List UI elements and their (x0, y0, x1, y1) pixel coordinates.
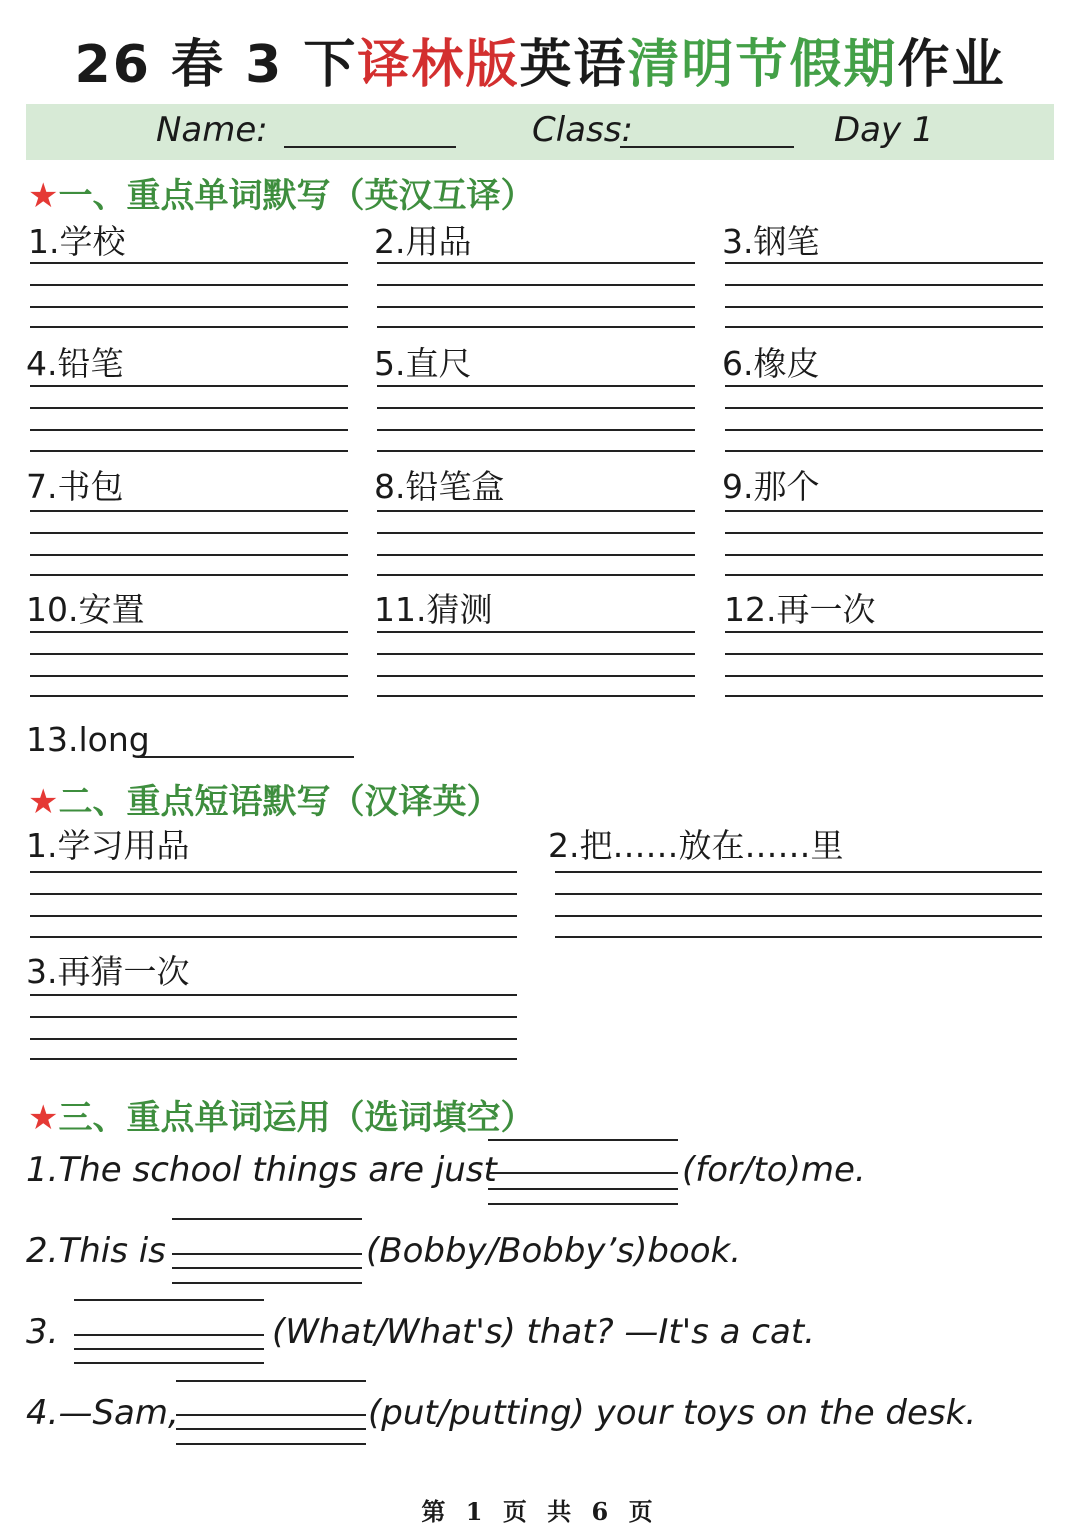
sentence-2-choices: (Bobby/Bobby’s)book. (366, 1231, 742, 1271)
answer-line[interactable] (30, 936, 517, 938)
answer-line[interactable] (377, 385, 695, 387)
answer-line[interactable] (30, 1058, 517, 1060)
section3-heading (28, 1090, 534, 1139)
title-part-edition: 译林版 (357, 35, 520, 95)
answer-line[interactable] (725, 407, 1043, 409)
answer-line[interactable] (725, 306, 1043, 308)
answer-line[interactable] (555, 893, 1042, 895)
answer-line[interactable] (377, 429, 695, 431)
answer-line[interactable] (377, 510, 695, 512)
sentence-4-blank-line2 (176, 1428, 366, 1430)
answer-line[interactable] (30, 1016, 517, 1018)
answer-line[interactable] (725, 675, 1043, 677)
answer-line[interactable] (377, 653, 695, 655)
sentence-3-number: 3. (26, 1312, 59, 1352)
answer-line[interactable] (377, 284, 695, 286)
word-item-13: 13.long (26, 720, 150, 759)
word-item-8: 8.铅笔盒 (374, 467, 505, 506)
star-icon: ★ (28, 782, 59, 822)
word-item-4: 4.铅笔 (26, 344, 124, 383)
sentence-3-blank[interactable] (74, 1334, 264, 1336)
word-item-11: 11.猜测 (374, 590, 493, 629)
answer-line[interactable] (377, 326, 695, 328)
answer-line[interactable] (555, 915, 1042, 917)
section2-heading (28, 774, 500, 823)
answer-line[interactable] (30, 554, 348, 556)
title-part-homework: 作业 (897, 35, 1006, 95)
sentence-2-blank-bottom (172, 1282, 362, 1284)
sentence-1-text: 1.The school things are just (26, 1150, 497, 1190)
answer-line[interactable] (725, 574, 1043, 576)
answer-line[interactable] (377, 532, 695, 534)
phrase-item-1: 1.学习用品 (26, 826, 190, 865)
section1-heading-text: 一、重点单词默写（英汉互译） (58, 176, 535, 216)
section1-heading (28, 168, 534, 217)
word-item-6: 6.橡皮 (722, 344, 820, 383)
sentence-1-blank-line2 (488, 1188, 678, 1190)
sentence-4-blank-bottom (176, 1443, 366, 1445)
word-item-1: 1.学校 (28, 222, 126, 261)
sentence-4-text: 4.—Sam, (26, 1393, 179, 1433)
sentence-2-blank[interactable] (172, 1253, 362, 1255)
sentence-4-blank-top (176, 1380, 366, 1382)
title-part-grade: 26 春 3 下 (74, 35, 358, 95)
answer-line[interactable] (30, 695, 348, 697)
sentence-3-blank-bottom (74, 1362, 264, 1364)
page-number-footer: 第 1 页 共 6 页 (421, 1497, 659, 1526)
answer-line[interactable] (377, 262, 695, 264)
sentence-1-blank-top (488, 1139, 678, 1141)
sentence-4-blank[interactable] (176, 1414, 366, 1416)
title-part-holiday: 清明节假期 (627, 35, 898, 95)
answer-line[interactable] (30, 631, 348, 633)
answer-line[interactable] (30, 871, 517, 873)
sentence-1-blank[interactable] (488, 1172, 678, 1174)
answer-line[interactable] (30, 510, 348, 512)
page-title (0, 22, 1080, 97)
answer-line[interactable] (377, 306, 695, 308)
sentence-2-text: 2.This is (26, 1231, 166, 1271)
answer-line[interactable] (725, 450, 1043, 452)
answer-line[interactable] (377, 407, 695, 409)
answer-line[interactable] (377, 695, 695, 697)
answer-line[interactable] (725, 532, 1043, 534)
word-item-12: 12.再一次 (724, 590, 876, 629)
word-item-3: 3.钢笔 (722, 222, 820, 261)
sentence-3-blank-top (74, 1299, 264, 1301)
answer-line[interactable] (30, 284, 348, 286)
name-label: Name: (156, 110, 268, 150)
phrase-item-3: 3.再猜一次 (26, 952, 190, 991)
phrase-item-2: 2.把……放在……里 (548, 826, 844, 865)
answer-line[interactable] (377, 450, 695, 452)
answer-line[interactable] (725, 554, 1043, 556)
answer-line[interactable] (30, 675, 348, 677)
answer-line[interactable] (30, 429, 348, 431)
answer-line[interactable] (725, 631, 1043, 633)
answer-line[interactable] (140, 756, 354, 758)
name-field[interactable] (284, 146, 456, 148)
class-label: Class: (532, 110, 633, 150)
sentence-2-blank-top (172, 1218, 362, 1220)
answer-line[interactable] (30, 994, 517, 996)
word-item-10: 10.安置 (26, 590, 145, 629)
answer-line[interactable] (725, 653, 1043, 655)
answer-line[interactable] (725, 284, 1043, 286)
sentence-2-blank-line2 (172, 1267, 362, 1269)
answer-line[interactable] (377, 554, 695, 556)
answer-line[interactable] (555, 936, 1042, 938)
answer-line[interactable] (30, 532, 348, 534)
star-icon: ★ (28, 1098, 59, 1138)
answer-line[interactable] (30, 407, 348, 409)
answer-line[interactable] (725, 695, 1043, 697)
answer-line[interactable] (725, 385, 1043, 387)
answer-line[interactable] (30, 306, 348, 308)
answer-line[interactable] (30, 326, 348, 328)
word-item-7: 7.书包 (26, 467, 124, 506)
day-label: Day 1 (834, 110, 934, 150)
answer-line[interactable] (30, 262, 348, 264)
answer-line[interactable] (377, 675, 695, 677)
star-icon: ★ (28, 176, 59, 216)
sentence-3-blank-line2 (74, 1348, 264, 1350)
answer-line[interactable] (30, 893, 517, 895)
answer-line[interactable] (30, 574, 348, 576)
answer-line[interactable] (725, 429, 1043, 431)
sentence-1-choices: (for/to)me. (682, 1150, 866, 1190)
class-field[interactable] (620, 146, 794, 148)
word-item-5: 5.直尺 (374, 344, 472, 383)
answer-line[interactable] (377, 574, 695, 576)
answer-line[interactable] (30, 1038, 517, 1040)
answer-line[interactable] (725, 262, 1043, 264)
answer-line[interactable] (30, 450, 348, 452)
answer-line[interactable] (30, 915, 517, 917)
title-part-subject: 英语 (519, 35, 628, 95)
answer-line[interactable] (377, 631, 695, 633)
sentence-3-choices: (What/What's) that? —It's a cat. (272, 1312, 815, 1352)
section2-heading-text: 二、重点短语默写（汉译英） (58, 782, 501, 822)
word-item-2: 2.用品 (374, 222, 472, 261)
sentence-1-blank-bottom (488, 1203, 678, 1205)
sentence-4-choices: (put/putting) your toys on the desk. (368, 1393, 977, 1433)
answer-line[interactable] (30, 653, 348, 655)
answer-line[interactable] (725, 326, 1043, 328)
answer-line[interactable] (30, 385, 348, 387)
word-item-9: 9.那个 (722, 467, 820, 506)
answer-line[interactable] (725, 510, 1043, 512)
answer-line[interactable] (555, 871, 1042, 873)
section3-heading-text: 三、重点单词运用（选词填空） (58, 1098, 535, 1138)
